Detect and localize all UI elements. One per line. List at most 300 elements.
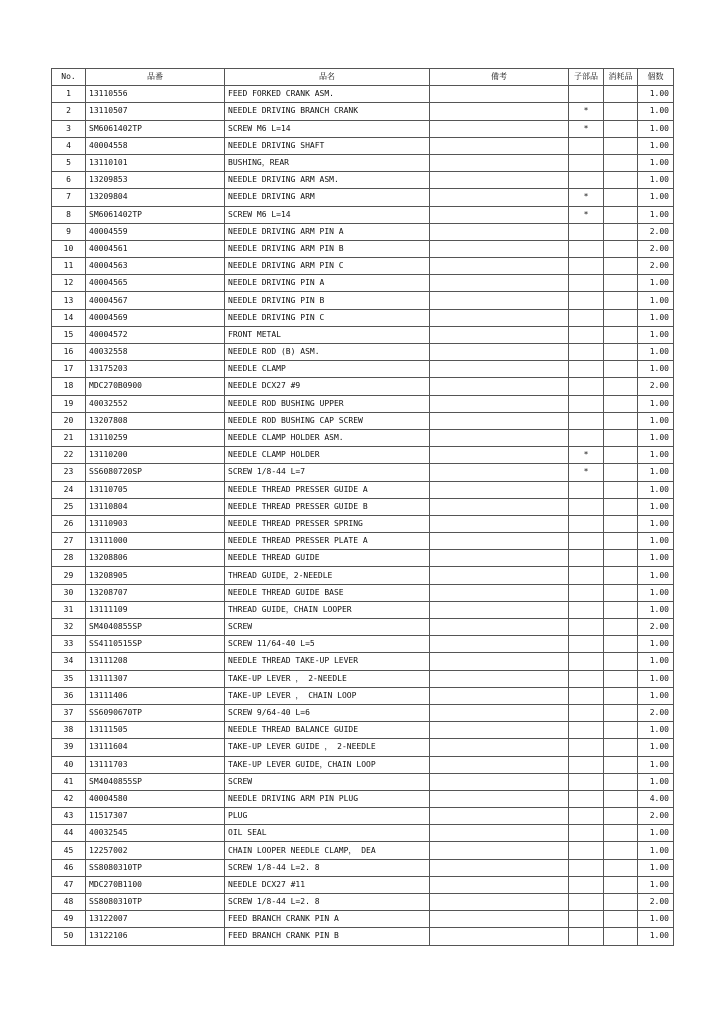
part-name: THREAD GUIDE，CHAIN LOOPER: [225, 601, 430, 618]
part-number: 13122007: [86, 911, 225, 928]
table-row: [52, 636, 674, 653]
part-name: NEEDLE THREAD GUIDE: [225, 550, 430, 567]
table-row: [52, 172, 674, 189]
sub-part-mark: [569, 412, 604, 429]
remarks: [430, 704, 569, 721]
table-row: [52, 498, 674, 515]
quantity: 1.00: [638, 137, 674, 154]
consumable-mark: [604, 722, 638, 739]
remarks: [430, 756, 569, 773]
part-number: 13208707: [86, 584, 225, 601]
consumable-mark: [604, 825, 638, 842]
row-number: 7: [52, 189, 86, 206]
remarks: [430, 859, 569, 876]
quantity: 1.00: [638, 429, 674, 446]
table-row: [52, 619, 674, 636]
row-number: 30: [52, 584, 86, 601]
remarks: [430, 86, 569, 103]
row-number: 15: [52, 326, 86, 343]
header-no: No.: [52, 69, 86, 86]
remarks: [430, 773, 569, 790]
table-row: [52, 808, 674, 825]
consumable-mark: [604, 876, 638, 893]
sub-part-mark: [569, 911, 604, 928]
consumable-mark: [604, 704, 638, 721]
sub-part-mark: *: [569, 447, 604, 464]
part-number: 40032552: [86, 395, 225, 412]
part-name: NEEDLE THREAD TAKE-UP LEVER: [225, 653, 430, 670]
row-number: 6: [52, 172, 86, 189]
part-name: NEEDLE THREAD PRESSER GUIDE A: [225, 481, 430, 498]
part-number: 13110556: [86, 86, 225, 103]
quantity: 1.00: [638, 687, 674, 704]
remarks: [430, 498, 569, 515]
quantity: 1.00: [638, 344, 674, 361]
row-number: 26: [52, 515, 86, 532]
part-name: TAKE-UP LEVER GUIDE，CHAIN LOOP: [225, 756, 430, 773]
part-number: 40004580: [86, 790, 225, 807]
quantity: 1.00: [638, 412, 674, 429]
table-row: [52, 103, 674, 120]
table-row: [52, 825, 674, 842]
table-row: [52, 515, 674, 532]
remarks: [430, 154, 569, 171]
part-name: NEEDLE DRIVING ARM PIN A: [225, 223, 430, 240]
header-quantity: 個数: [638, 69, 674, 86]
sub-part-mark: [569, 292, 604, 309]
quantity: 1.00: [638, 722, 674, 739]
quantity: 1.00: [638, 859, 674, 876]
table-row: [52, 258, 674, 275]
part-name: NEEDLE DRIVING SHAFT: [225, 137, 430, 154]
part-number: SS8080310TP: [86, 894, 225, 911]
part-name: NEEDLE THREAD BALANCE GUIDE: [225, 722, 430, 739]
sub-part-mark: *: [569, 120, 604, 137]
sub-part-mark: [569, 498, 604, 515]
row-number: 19: [52, 395, 86, 412]
header-part-number: 品番: [86, 69, 225, 86]
remarks: [430, 464, 569, 481]
quantity: 1.00: [638, 481, 674, 498]
sub-part-mark: [569, 808, 604, 825]
row-number: 10: [52, 240, 86, 257]
sub-part-mark: [569, 550, 604, 567]
table-row: [52, 464, 674, 481]
sub-part-mark: [569, 601, 604, 618]
sub-part-mark: [569, 722, 604, 739]
part-name: NEEDLE DCX27 #11: [225, 876, 430, 893]
table-row: [52, 240, 674, 257]
header-consumable: 消耗品: [604, 69, 638, 86]
quantity: 1.00: [638, 189, 674, 206]
header-sub-part: 子部品: [569, 69, 604, 86]
sub-part-mark: [569, 86, 604, 103]
part-name: BUSHING，REAR: [225, 154, 430, 171]
sub-part-mark: [569, 429, 604, 446]
row-number: 39: [52, 739, 86, 756]
remarks: [430, 395, 569, 412]
table-row: [52, 481, 674, 498]
part-number: 13111109: [86, 601, 225, 618]
row-number: 48: [52, 894, 86, 911]
part-name: CHAIN LOOPER NEEDLE CLAMP， DEA: [225, 842, 430, 859]
consumable-mark: [604, 429, 638, 446]
table-row: [52, 447, 674, 464]
part-number: 13207808: [86, 412, 225, 429]
part-number: 13175203: [86, 361, 225, 378]
quantity: 1.00: [638, 361, 674, 378]
sub-part-mark: [569, 739, 604, 756]
part-number: 40032545: [86, 825, 225, 842]
quantity: 1.00: [638, 533, 674, 550]
quantity: 1.00: [638, 120, 674, 137]
sub-part-mark: [569, 842, 604, 859]
consumable-mark: [604, 292, 638, 309]
row-number: 44: [52, 825, 86, 842]
table-row: [52, 326, 674, 343]
quantity: 1.00: [638, 670, 674, 687]
remarks: [430, 584, 569, 601]
sub-part-mark: [569, 928, 604, 945]
remarks: [430, 601, 569, 618]
consumable-mark: [604, 120, 638, 137]
sub-part-mark: [569, 395, 604, 412]
remarks: [430, 739, 569, 756]
parts-list-table: [51, 68, 674, 946]
remarks: [430, 808, 569, 825]
sub-part-mark: [569, 670, 604, 687]
table-row: [52, 928, 674, 945]
table-row: [52, 756, 674, 773]
row-number: 33: [52, 636, 86, 653]
consumable-mark: [604, 601, 638, 618]
part-number: 40004559: [86, 223, 225, 240]
part-number: 13209853: [86, 172, 225, 189]
quantity: 2.00: [638, 619, 674, 636]
header-row: [52, 69, 674, 86]
part-name: TAKE-UP LEVER ， 2-NEEDLE: [225, 670, 430, 687]
part-number: SM4040855SP: [86, 619, 225, 636]
part-number: 40004561: [86, 240, 225, 257]
row-number: 28: [52, 550, 86, 567]
table-row: [52, 894, 674, 911]
consumable-mark: [604, 137, 638, 154]
part-number: SM4040855SP: [86, 773, 225, 790]
consumable-mark: [604, 326, 638, 343]
row-number: 42: [52, 790, 86, 807]
sub-part-mark: [569, 756, 604, 773]
table-row: [52, 309, 674, 326]
part-number: SM6061402TP: [86, 206, 225, 223]
consumable-mark: [604, 619, 638, 636]
quantity: 1.00: [638, 395, 674, 412]
sub-part-mark: *: [569, 103, 604, 120]
consumable-mark: [604, 86, 638, 103]
table-row: [52, 361, 674, 378]
part-number: 11517307: [86, 808, 225, 825]
consumable-mark: [604, 550, 638, 567]
part-number: 13122106: [86, 928, 225, 945]
part-number: MDC270B1100: [86, 876, 225, 893]
row-number: 20: [52, 412, 86, 429]
part-number: MDC270B0900: [86, 378, 225, 395]
part-number: 40004565: [86, 275, 225, 292]
consumable-mark: [604, 189, 638, 206]
consumable-mark: [604, 240, 638, 257]
table-row: [52, 911, 674, 928]
consumable-mark: [604, 533, 638, 550]
remarks: [430, 103, 569, 120]
quantity: 1.00: [638, 876, 674, 893]
part-number: SS8080310TP: [86, 859, 225, 876]
part-number: 40032558: [86, 344, 225, 361]
consumable-mark: [604, 103, 638, 120]
consumable-mark: [604, 670, 638, 687]
part-number: 13110507: [86, 103, 225, 120]
remarks: [430, 172, 569, 189]
consumable-mark: [604, 636, 638, 653]
quantity: 2.00: [638, 894, 674, 911]
consumable-mark: [604, 739, 638, 756]
sub-part-mark: [569, 344, 604, 361]
quantity: 1.00: [638, 842, 674, 859]
part-name: SCREW: [225, 619, 430, 636]
remarks: [430, 911, 569, 928]
quantity: 1.00: [638, 756, 674, 773]
part-name: THREAD GUIDE，2-NEEDLE: [225, 567, 430, 584]
remarks: [430, 361, 569, 378]
consumable-mark: [604, 412, 638, 429]
quantity: 4.00: [638, 790, 674, 807]
quantity: 1.00: [638, 275, 674, 292]
header-part-name: 品名: [225, 69, 430, 86]
row-number: 50: [52, 928, 86, 945]
part-name: SCREW M6 L=14: [225, 206, 430, 223]
row-number: 29: [52, 567, 86, 584]
sub-part-mark: [569, 172, 604, 189]
sub-part-mark: [569, 223, 604, 240]
remarks: [430, 429, 569, 446]
remarks: [430, 842, 569, 859]
part-name: NEEDLE DRIVING PIN B: [225, 292, 430, 309]
sub-part-mark: [569, 378, 604, 395]
part-number: 13111604: [86, 739, 225, 756]
part-name: NEEDLE THREAD PRESSER PLATE A: [225, 533, 430, 550]
part-name: NEEDLE CLAMP HOLDER: [225, 447, 430, 464]
table-row: [52, 292, 674, 309]
part-number: SS6080720SP: [86, 464, 225, 481]
part-name: TAKE-UP LEVER ， CHAIN LOOP: [225, 687, 430, 704]
remarks: [430, 412, 569, 429]
quantity: 1.00: [638, 292, 674, 309]
sub-part-mark: [569, 515, 604, 532]
remarks: [430, 292, 569, 309]
remarks: [430, 378, 569, 395]
sub-part-mark: *: [569, 464, 604, 481]
consumable-mark: [604, 223, 638, 240]
part-name: NEEDLE DCX27 #9: [225, 378, 430, 395]
remarks: [430, 790, 569, 807]
quantity: 1.00: [638, 326, 674, 343]
part-number: 40004558: [86, 137, 225, 154]
part-name: SCREW 9/64-40 L=6: [225, 704, 430, 721]
remarks: [430, 722, 569, 739]
table-row: [52, 739, 674, 756]
sub-part-mark: [569, 859, 604, 876]
sub-part-mark: [569, 154, 604, 171]
row-number: 18: [52, 378, 86, 395]
consumable-mark: [604, 894, 638, 911]
part-number: SS4110515SP: [86, 636, 225, 653]
remarks: [430, 876, 569, 893]
quantity: 1.00: [638, 309, 674, 326]
row-number: 3: [52, 120, 86, 137]
part-name: OIL SEAL: [225, 825, 430, 842]
part-number: 40004569: [86, 309, 225, 326]
sub-part-mark: [569, 876, 604, 893]
remarks: [430, 670, 569, 687]
remarks: [430, 447, 569, 464]
row-number: 4: [52, 137, 86, 154]
part-number: 13110200: [86, 447, 225, 464]
part-name: NEEDLE DRIVING PIN A: [225, 275, 430, 292]
sub-part-mark: [569, 687, 604, 704]
part-number: 13111307: [86, 670, 225, 687]
table-row: [52, 206, 674, 223]
sub-part-mark: [569, 704, 604, 721]
remarks: [430, 189, 569, 206]
row-number: 16: [52, 344, 86, 361]
consumable-mark: [604, 515, 638, 532]
table-row: [52, 378, 674, 395]
part-number: 13111505: [86, 722, 225, 739]
part-number: 40004572: [86, 326, 225, 343]
remarks: [430, 206, 569, 223]
row-number: 11: [52, 258, 86, 275]
table-row: [52, 670, 674, 687]
remarks: [430, 275, 569, 292]
part-name: NEEDLE THREAD GUIDE BASE: [225, 584, 430, 601]
part-name: SCREW: [225, 773, 430, 790]
consumable-mark: [604, 172, 638, 189]
quantity: 2.00: [638, 808, 674, 825]
table-row: [52, 567, 674, 584]
table-row: [52, 137, 674, 154]
row-number: 27: [52, 533, 86, 550]
part-number: 13111406: [86, 687, 225, 704]
quantity: 2.00: [638, 223, 674, 240]
row-number: 1: [52, 86, 86, 103]
part-name: NEEDLE ROD BUSHING CAP SCREW: [225, 412, 430, 429]
consumable-mark: [604, 584, 638, 601]
table-row: [52, 653, 674, 670]
part-name: PLUG: [225, 808, 430, 825]
remarks: [430, 550, 569, 567]
quantity: 1.00: [638, 636, 674, 653]
part-number: 13208806: [86, 550, 225, 567]
quantity: 1.00: [638, 464, 674, 481]
sub-part-mark: [569, 240, 604, 257]
table-row: [52, 722, 674, 739]
row-number: 13: [52, 292, 86, 309]
table-row: [52, 859, 674, 876]
sub-part-mark: [569, 361, 604, 378]
row-number: 17: [52, 361, 86, 378]
consumable-mark: [604, 808, 638, 825]
row-number: 32: [52, 619, 86, 636]
sub-part-mark: [569, 137, 604, 154]
part-number: 13111703: [86, 756, 225, 773]
remarks: [430, 120, 569, 137]
sub-part-mark: [569, 584, 604, 601]
part-number: 13110903: [86, 515, 225, 532]
row-number: 35: [52, 670, 86, 687]
quantity: 1.00: [638, 86, 674, 103]
sub-part-mark: [569, 894, 604, 911]
quantity: 1.00: [638, 653, 674, 670]
sub-part-mark: [569, 773, 604, 790]
part-number: SS6090670TP: [86, 704, 225, 721]
part-number: 13110101: [86, 154, 225, 171]
part-name: NEEDLE DRIVING PIN C: [225, 309, 430, 326]
consumable-mark: [604, 756, 638, 773]
table-row: [52, 189, 674, 206]
row-number: 41: [52, 773, 86, 790]
table-row: [52, 601, 674, 618]
part-name: NEEDLE DRIVING ARM ASM.: [225, 172, 430, 189]
remarks: [430, 687, 569, 704]
consumable-mark: [604, 206, 638, 223]
part-number: 13209804: [86, 189, 225, 206]
row-number: 25: [52, 498, 86, 515]
part-name: NEEDLE DRIVING BRANCH CRANK: [225, 103, 430, 120]
quantity: 1.00: [638, 515, 674, 532]
table-row: [52, 275, 674, 292]
row-number: 45: [52, 842, 86, 859]
quantity: 1.00: [638, 154, 674, 171]
quantity: 1.00: [638, 447, 674, 464]
remarks: [430, 928, 569, 945]
row-number: 8: [52, 206, 86, 223]
part-name: FEED FORKED CRANK ASM.: [225, 86, 430, 103]
consumable-mark: [604, 842, 638, 859]
remarks: [430, 240, 569, 257]
part-name: SCREW 1/8-44 L=2. 8: [225, 894, 430, 911]
quantity: 2.00: [638, 258, 674, 275]
consumable-mark: [604, 790, 638, 807]
part-name: NEEDLE DRIVING ARM PIN PLUG: [225, 790, 430, 807]
part-name: NEEDLE THREAD PRESSER GUIDE B: [225, 498, 430, 515]
row-number: 23: [52, 464, 86, 481]
row-number: 24: [52, 481, 86, 498]
consumable-mark: [604, 154, 638, 171]
quantity: 1.00: [638, 825, 674, 842]
consumable-mark: [604, 447, 638, 464]
sub-part-mark: [569, 653, 604, 670]
part-number: 12257002: [86, 842, 225, 859]
consumable-mark: [604, 344, 638, 361]
part-number: 13111000: [86, 533, 225, 550]
sub-part-mark: [569, 790, 604, 807]
part-number: 13111208: [86, 653, 225, 670]
part-name: TAKE-UP LEVER GUIDE ， 2-NEEDLE: [225, 739, 430, 756]
quantity: 2.00: [638, 704, 674, 721]
sub-part-mark: [569, 825, 604, 842]
row-number: 31: [52, 601, 86, 618]
quantity: 1.00: [638, 928, 674, 945]
part-name: SCREW 11/64-40 L=5: [225, 636, 430, 653]
quantity: 1.00: [638, 172, 674, 189]
